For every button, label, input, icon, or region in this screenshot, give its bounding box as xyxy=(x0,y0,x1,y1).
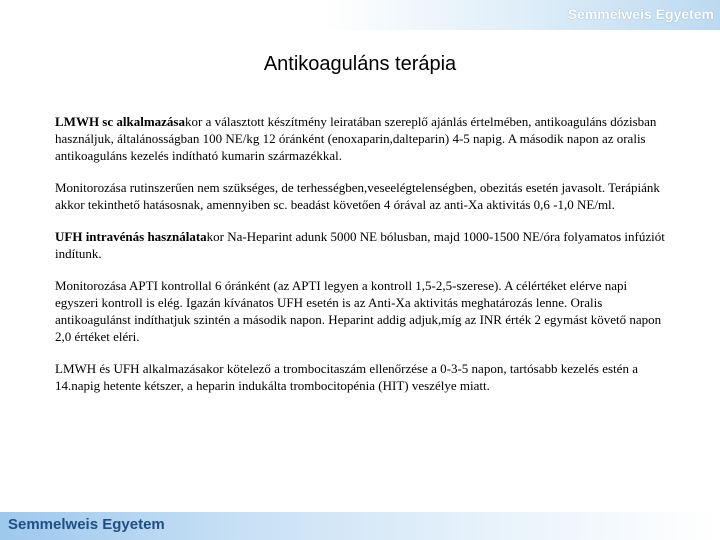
paragraph-text: kor Na-Heparint adunk 5000 NE bólusban, majd 1000-1500 NE/óra folyamatos infúziót indítunk. xyxy=(55,229,665,261)
paragraph-text: LMWH és UFH alkalmazásakor kötelező a trombocitaszám ellenőrzése a 0-3-5 napon, tartósabb kezelés estén a 14.napig hetente kétszer, a heparin indukálta trombocitopénia (HIT) veszélye miatt. xyxy=(55,361,638,393)
paragraph-lmwh xyxy=(55,113,665,164)
paragraph-ufh xyxy=(55,228,665,262)
paragraph-lmwh-monitoring xyxy=(55,179,665,213)
paragraph-platelet-check xyxy=(55,360,665,394)
header-brand: Semmelweis Egyetem xyxy=(567,6,714,22)
paragraph-lead: LMWH sc alkalmazása xyxy=(55,114,185,129)
paragraph-lead: UFH intravénás használata xyxy=(55,229,207,244)
paragraph-text: Monitorozása rutinszerűen nem szükséges, de terhességben,veseelégtelenségben, obezitás esetén javasolt. Terápiánk akkor tekinthető hatásosnak, amennyiben sc. beadást követően 4 órával az anti-Xa aktivitás 0,6 -1,0 NE/ml. xyxy=(55,180,660,212)
paragraph-ufh-monitoring xyxy=(55,277,665,345)
header-bar xyxy=(0,0,720,30)
footer-brand: Semmelweis Egyetem xyxy=(8,516,165,533)
footer-bar xyxy=(0,512,720,540)
slide-title: Antikoaguláns terápia xyxy=(263,53,457,75)
slide-body xyxy=(55,113,665,409)
paragraph-text: kor a választott készítmény leiratában szereplő ajánlás értelmében, antikoaguláns dózisban használjuk, általánosságban 100 NE/kg 12 óránként (enoxaparin,dalteparin) 4-5 napig. A második napon az oralis antikoaguláns kezelés indítható kumarin származékkal. xyxy=(55,114,657,163)
paragraph-text: Monitorozása APTI kontrollal 6 óránként (az APTI legyen a kontroll 1,5-2,5-szerese). A célértéket elérve napi egyszeri kontroll is elég. Igazán kívánatos UFH esetén is az Anti-Xa aktivitás meghatározás lenne. Oralis antikoagulánst indíthatjuk szintén a második napon. Heparint addig adjuk,míg az INR érték 2 egymást követő napon 2,0 értéket eléri. xyxy=(55,278,662,344)
